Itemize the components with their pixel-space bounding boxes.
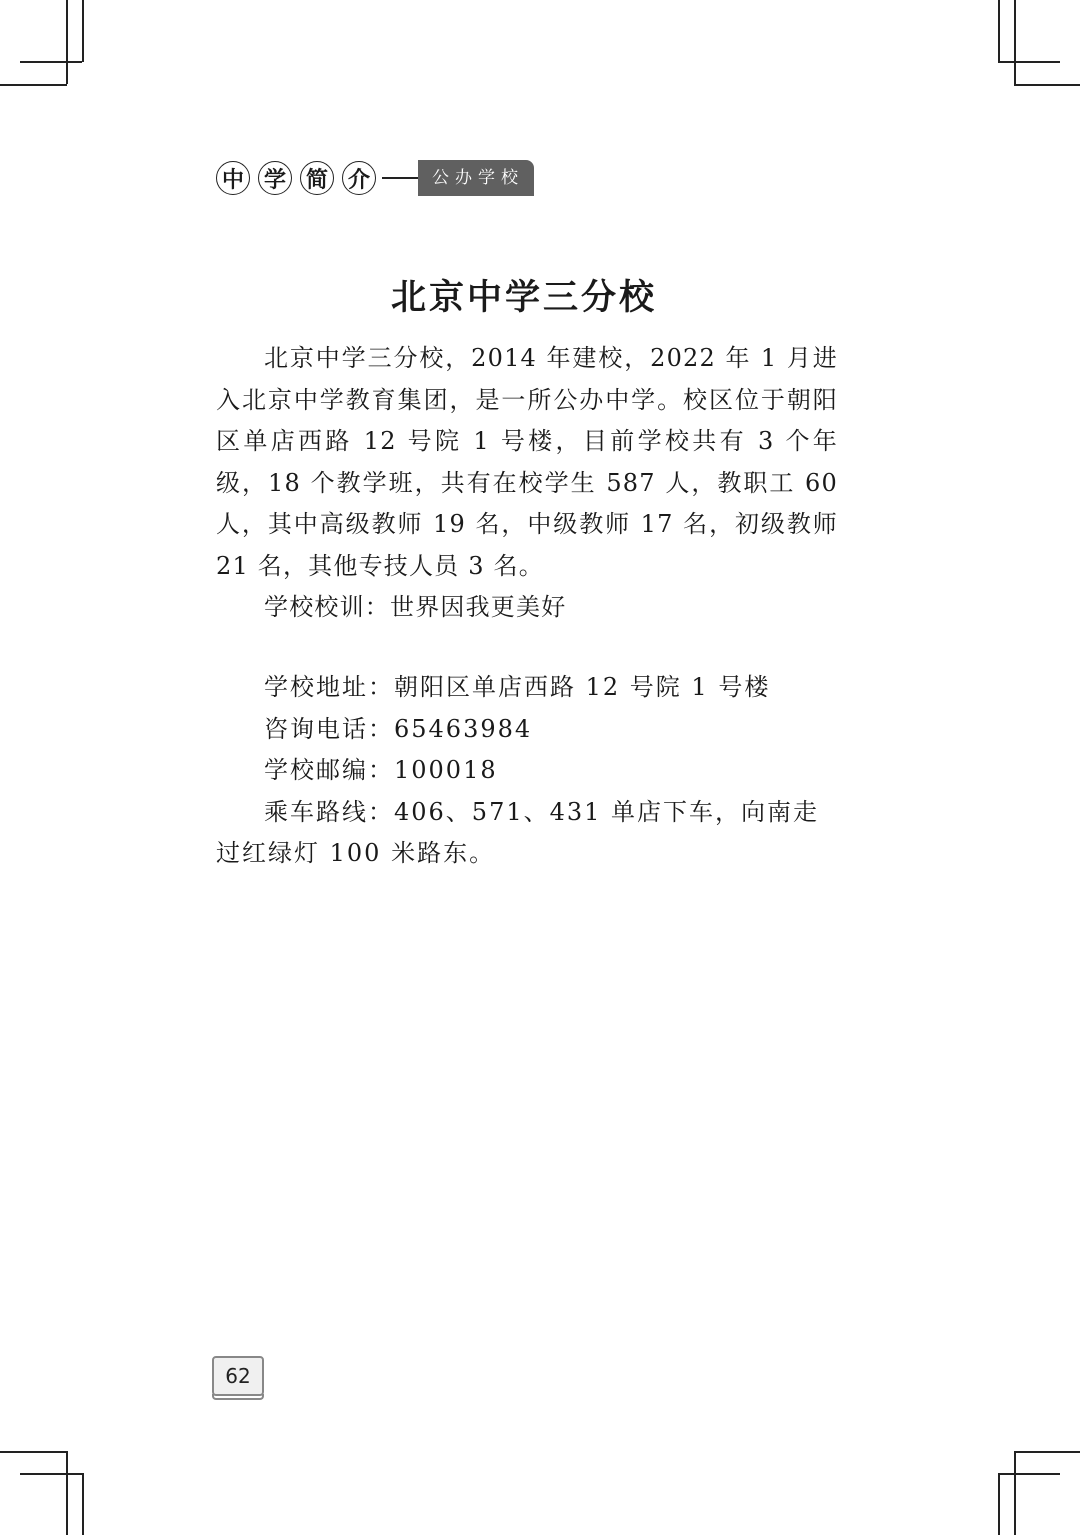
header-connector: [382, 177, 418, 179]
crop-mark: [1014, 84, 1080, 86]
section-header: [216, 158, 534, 198]
intro-body: [216, 338, 838, 629]
school-postcode: 学校邮编：100018: [264, 756, 498, 784]
header-circle-char: 介: [342, 161, 376, 195]
crop-mark: [1014, 0, 1016, 84]
crop-mark: [998, 0, 1000, 62]
crop-mark: [82, 1473, 84, 1535]
crop-mark: [998, 1473, 1000, 1535]
crop-mark: [66, 0, 68, 84]
page-title: 北京中学三分校: [390, 278, 657, 318]
crop-mark: [998, 61, 1060, 63]
crop-mark: [1014, 1451, 1016, 1535]
school-motto: 学校校训：世界因我更美好: [264, 593, 567, 621]
header-circle-char: 简: [300, 161, 334, 195]
crop-mark: [20, 1473, 82, 1475]
crop-mark: [0, 84, 67, 86]
crop-mark: [20, 61, 82, 63]
crop-mark: [0, 1451, 67, 1453]
page-number: 62: [212, 1356, 264, 1396]
intro-paragraph: 北京中学三分校，2014 年建校，2022 年 1 月进入北京中学教育集团，是一所公办中学。校区位于朝阳区单店西路 12 号院 1 号楼，目前学校共有 3 个年级，18 个教学班，共有在校学生 587 人，教职工 60 人，其中高级教师 19 名，中级教师 17 名，初级教师 21 名，其他专技人员 3 名。: [216, 344, 838, 580]
contact-info: [216, 667, 838, 875]
bus-route: 乘车路线：406、571、431 单店下车，向南走过红绿灯 100 米路东。: [216, 797, 820, 867]
crop-mark: [82, 0, 84, 62]
school-address: 学校地址：朝阳区单店西路 12 号院 1 号楼: [264, 673, 771, 701]
crop-mark: [998, 1473, 1060, 1475]
crop-mark: [66, 1451, 68, 1535]
consult-phone: 咨询电话：65463984: [264, 714, 533, 743]
header-circle-char: 中: [216, 161, 250, 195]
crop-mark: [1014, 1451, 1080, 1453]
header-category-tag: 公办学校: [418, 160, 534, 196]
header-circle-char: 学: [258, 161, 292, 195]
